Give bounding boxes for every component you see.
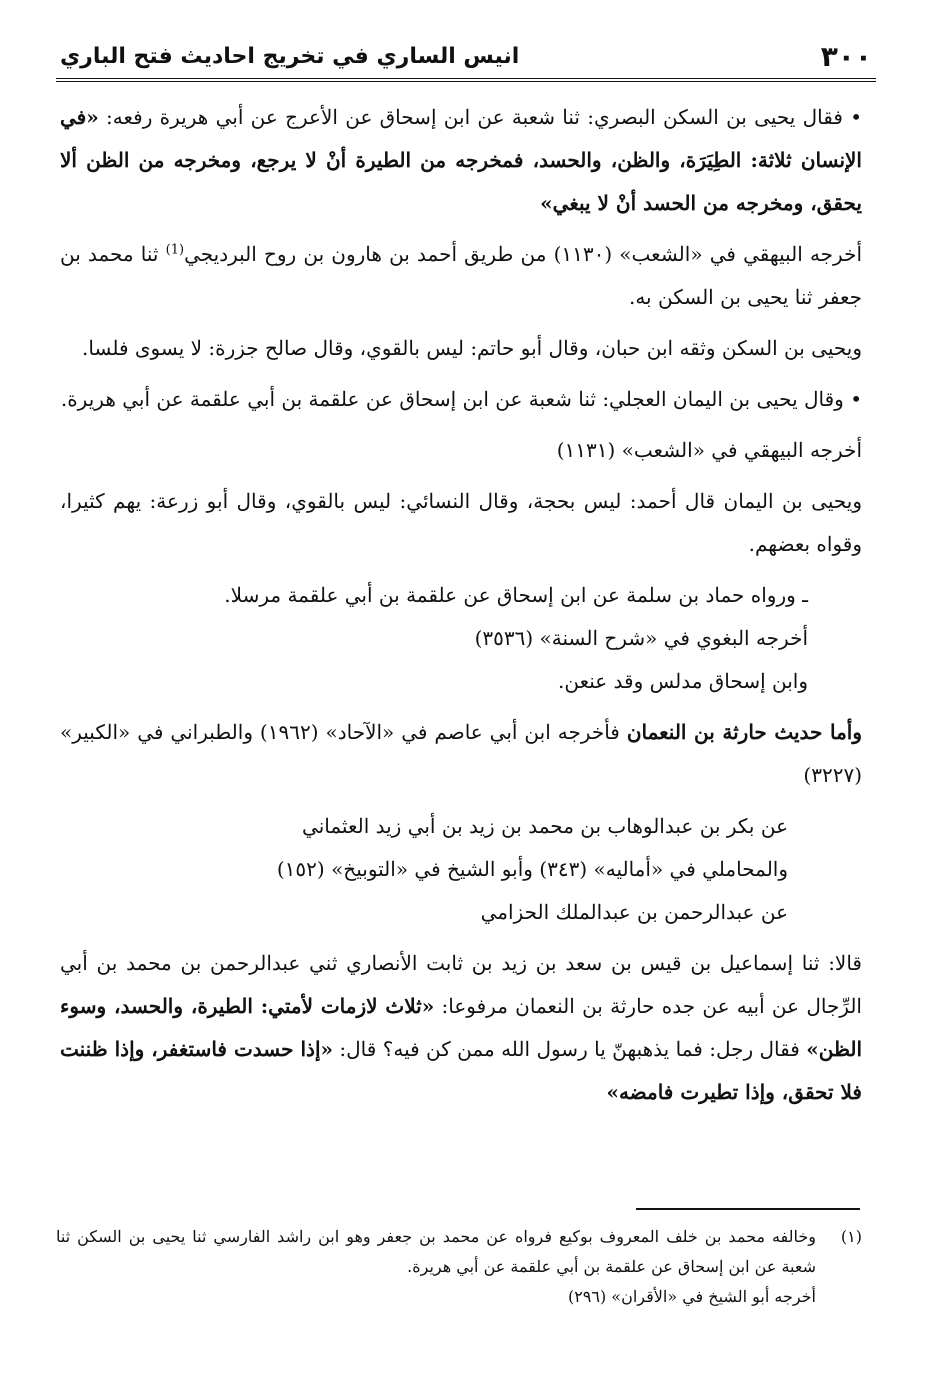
paragraph [60, 327, 862, 370]
footnote-line: وخالفه محمد بن خلف المعروف بوكيع فرواه عن محمد بن جعفر وهو ابن راشد الفارسي ثنا يحيى بن السكن ثنا شعبة عن ابن إسحاق عن علقمة بن أبي علقمة عن أبي هريرة. [56, 1227, 816, 1276]
footnote [56, 1222, 862, 1312]
paragraph [60, 660, 862, 703]
text-run: ـ ورواه حماد بن سلمة عن ابن إسحاق عن علقمة بن أبي علقمة مرسلا. [224, 583, 808, 607]
text-run: فأخرجه ابن أبي عاصم في «الآحاد» (١٩٦٢) والطبراني في «الكبير» (٣٢٢٧) [60, 720, 862, 787]
footnote-separator [636, 1208, 860, 1210]
text-run: أخرجه البيهقي في «الشعب» (١١٣١) [556, 438, 862, 462]
text-run: ويحيى بن اليمان قال أحمد: ليس بحجة، وقال النسائي: ليس بالقوي، وقال أبو زرعة: يهم كثيرا، وقواه بعضهم. [60, 489, 862, 556]
footnote-number: (١) [840, 1227, 862, 1246]
paragraph [60, 480, 862, 566]
text-run: ويحيى بن السكن وثقه ابن حبان، وقال أبو حاتم: ليس بالقوي، وقال صالح جزرة: لا يسوى فلسا. [82, 336, 862, 360]
text-run: أخرجه البغوي في «شرح السنة» (٣٥٣٦) [474, 626, 808, 650]
header-rule [56, 78, 876, 82]
text-run: عن عبدالرحمن بن عبدالملك الحزامي [480, 900, 788, 924]
main-text [60, 96, 862, 1114]
text-run: عن بكر بن عبدالوهاب بن محمد بن زيد بن أبي زيد العثماني [302, 814, 788, 838]
paragraph [60, 848, 862, 891]
paragraph [60, 617, 862, 660]
footnote-ref: (1) [165, 242, 185, 258]
text-run: قالا: ثنا إسماعيل بن قيس بن سعد بن زيد بن ثابت الأنصاري ثني عبدالرحمن بن محمد بن أبي الرِّجال عن أبيه عن جده حارثة بن النعمان مرفوعا: [60, 951, 862, 1018]
text-run: أخرجه البيهقي في «الشعب» (١١٣٠) من طريق أحمد بن هارون بن روح البرديجي [184, 242, 863, 266]
paragraph [60, 711, 862, 797]
paragraph [60, 233, 862, 319]
paragraph [60, 942, 862, 1114]
text-run: فقال رجل: فما يذهبهنّ يا رسول الله ممن كن فيه؟ قال: [333, 1037, 807, 1061]
text-run: وابن إسحاق مدلس وقد عنعن. [558, 669, 808, 693]
paragraph [60, 96, 862, 225]
page-number: ٣٠٠ [820, 40, 872, 73]
paragraph [60, 891, 862, 934]
running-header [56, 38, 876, 82]
bold-text: «في الإنسان ثلاثة: الطِيَرَة، والظن، والحسد، فمخرجه من الطيرة أنْ لا يرجع، ومخرجه من الظن ألا يحقق، ومخرجه من الحسد أنْ لا يبغي» [60, 105, 862, 215]
paragraph [60, 574, 862, 617]
bold-text: وأما حديث حارثة بن النعمان [626, 720, 862, 744]
footnote-line: أخرجه أبو الشيخ في «الأقران» (٢٩٦) [567, 1287, 816, 1306]
paragraph [60, 378, 862, 421]
bold-text: «ثلاث لازمات لأمتي: الطيرة، والحسد، وسوء الظن» [60, 994, 862, 1061]
text-run: • وقال يحيى بن اليمان العجلي: ثنا شعبة عن ابن إسحاق عن علقمة بن أبي علقمة عن أبي هريرة. [60, 387, 862, 411]
text-run: • فقال يحيى بن السكن البصري: ثنا شعبة عن ابن إسحاق عن الأعرج عن أبي هريرة رفعه: [98, 105, 862, 129]
paragraph [60, 429, 862, 472]
footnote-text [56, 1222, 862, 1312]
text-run: ثنا محمد بن جعفر ثنا يحيى بن السكن به. [60, 242, 862, 309]
text-run: والمحاملي في «أماليه» (٣٤٣) وأبو الشيخ في «التوبيخ» (١٥٢) [276, 857, 788, 881]
running-title: انيس الساري في تخريج احاديث فتح الباري [60, 44, 520, 69]
paragraph [60, 805, 862, 848]
bold-text: «إذا حسدت فاستغفر، وإذا ظننت فلا تحقق، وإذا تطيرت فامضه» [60, 1037, 862, 1104]
